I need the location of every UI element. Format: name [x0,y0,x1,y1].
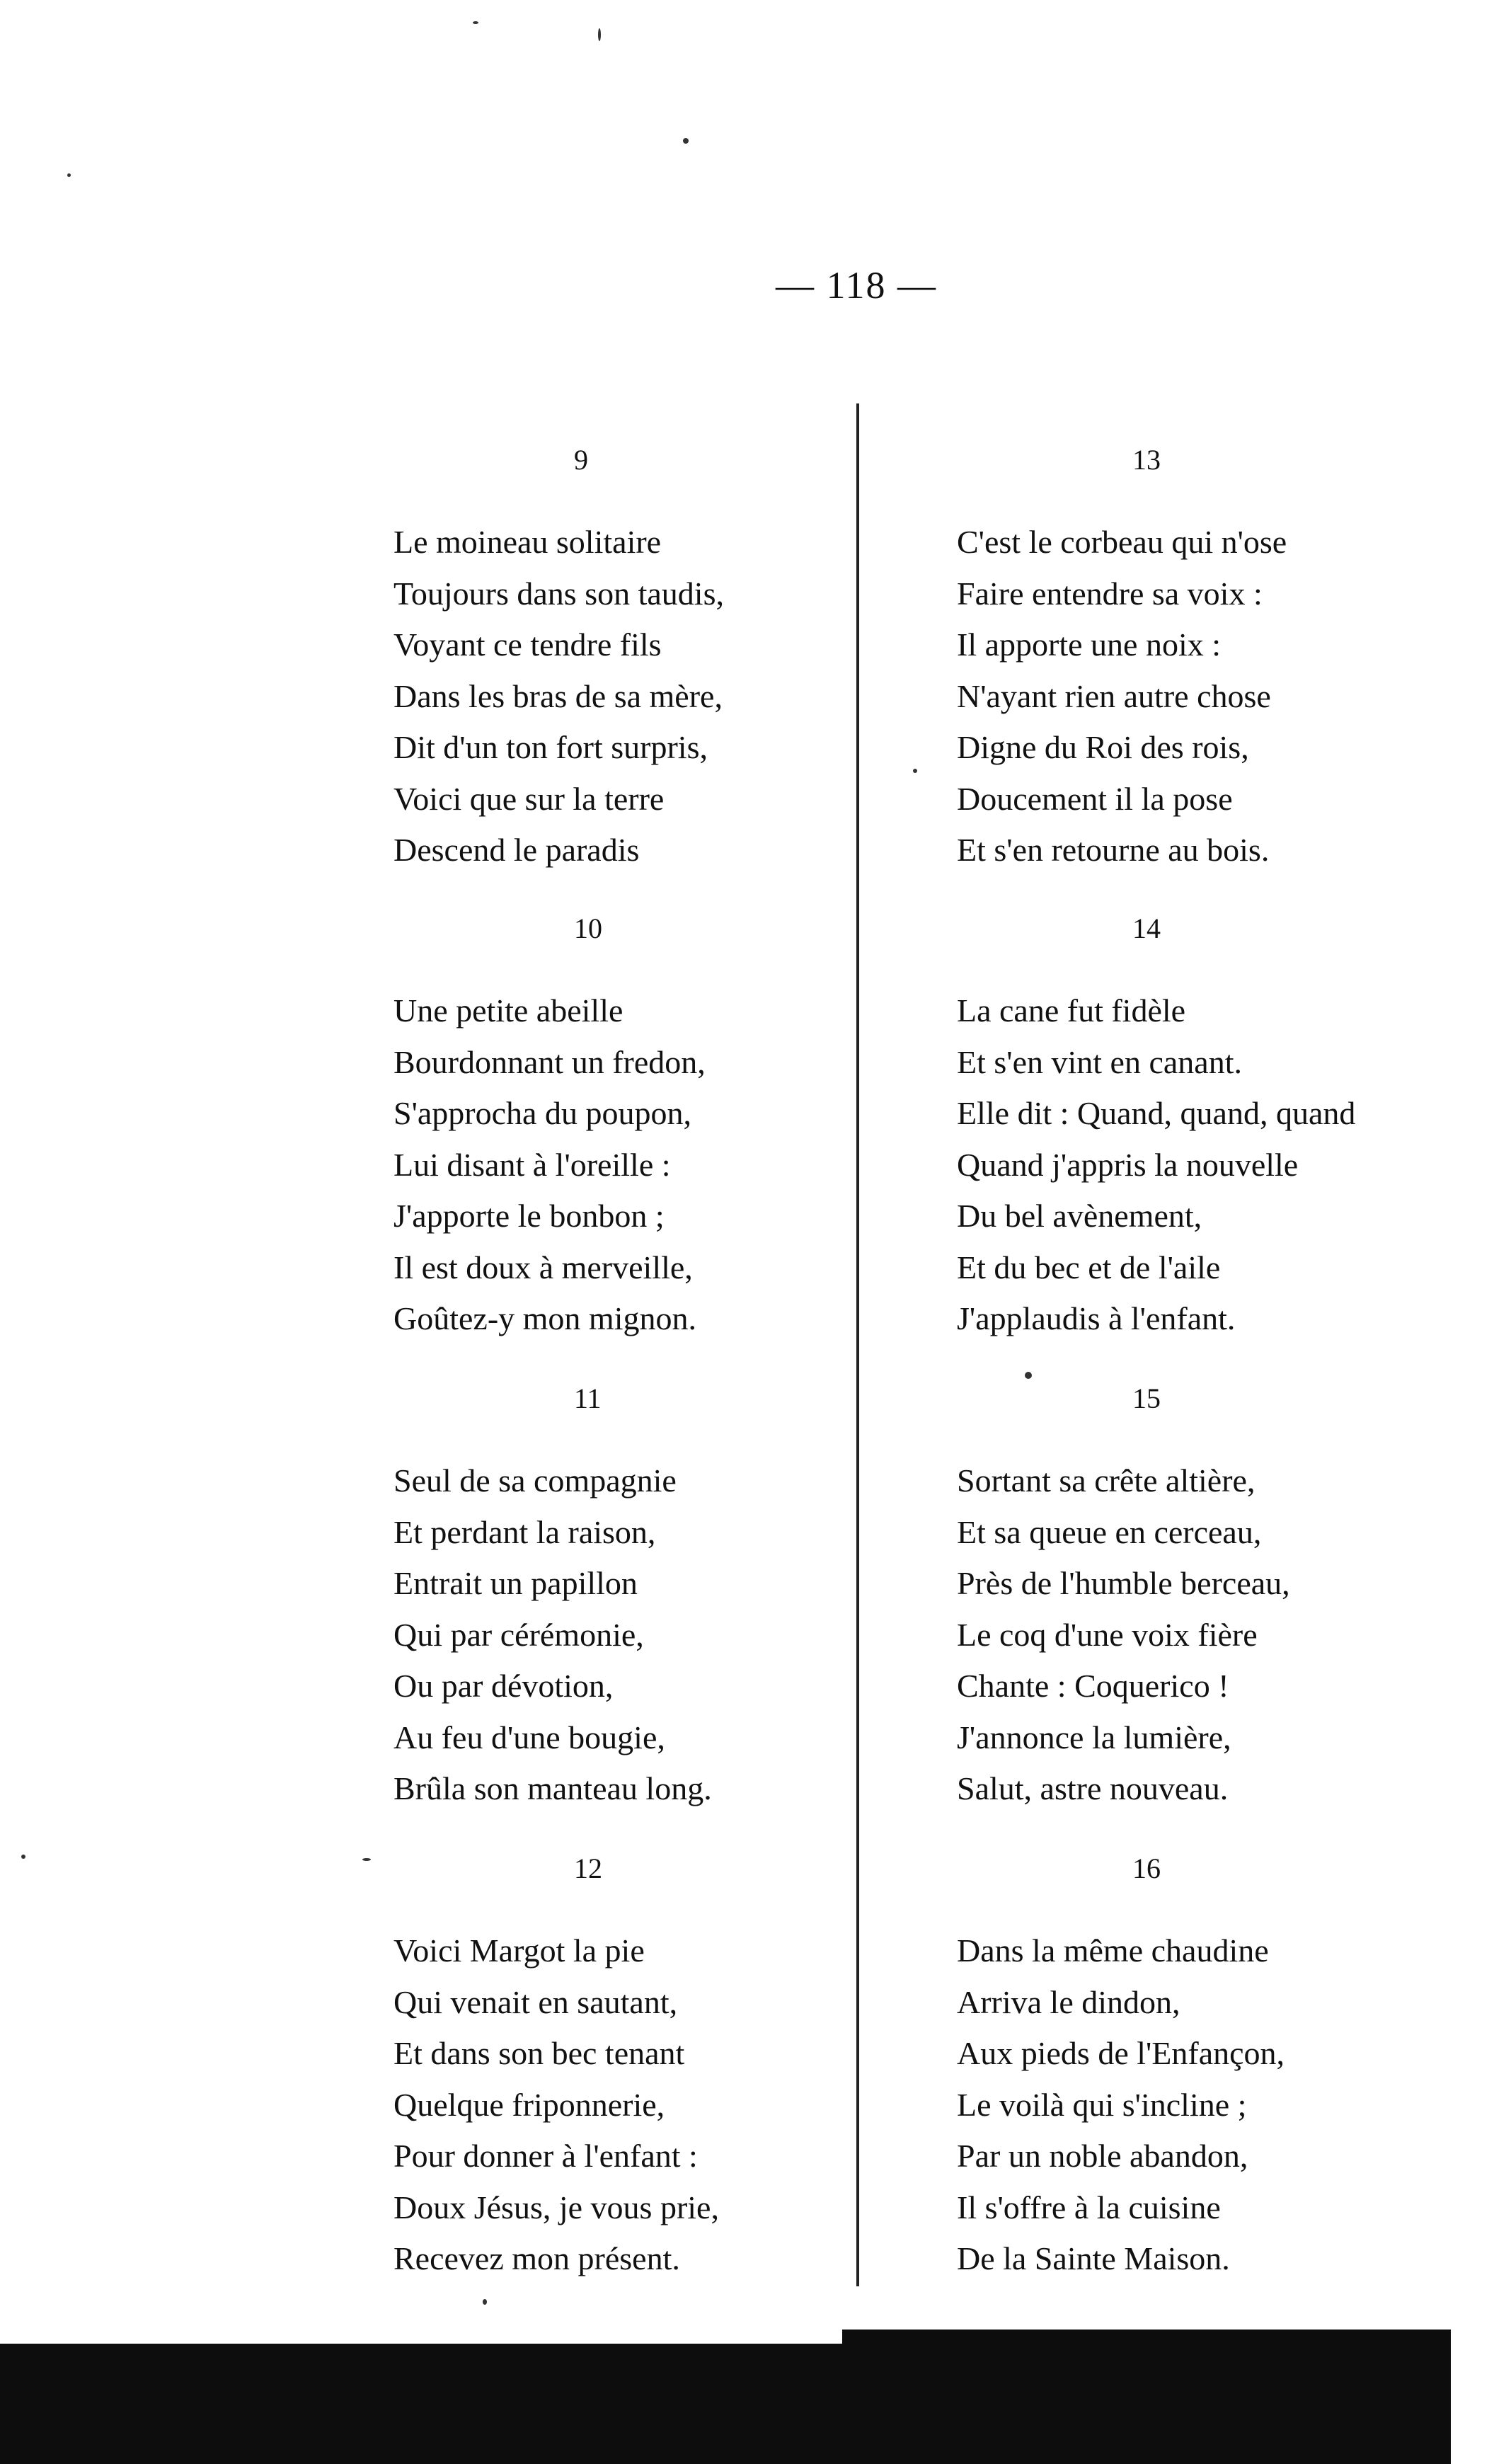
verse-line: Et sa queue en cerceau, [957,1513,1262,1550]
stanza-lines [393,1455,712,1815]
scan-speck [473,21,478,24]
scan-border-edge [842,2330,1451,2344]
stanza-number: 11 [574,1382,602,1414]
verse-line: Digne du Roi des rois, [957,729,1249,765]
verse-line: Qui par cérémonie, [393,1616,644,1653]
verse-line: Et perdant la raison, [393,1513,656,1550]
verse-line: J'annonce la lumière, [957,1719,1231,1755]
verse-line: Qui venait en sautant, [393,1983,678,2020]
verse-line: Et s'en retourne au bois. [957,832,1270,868]
verse-line: Dans les bras de sa mère, [393,677,723,714]
stanza-lines [393,1925,719,2285]
verse-line: Bourdonnant un fredon, [393,1043,706,1080]
column-divider [856,403,859,2286]
stanza-lines [957,985,1355,1345]
verse-line: Voici que sur la terre [393,780,665,817]
verse-line: Ou par dévotion, [393,1668,614,1704]
scan-speck [1025,1372,1032,1379]
verse-line: Arriva le dindon, [957,1983,1180,2020]
scan-speck [21,1855,25,1859]
verse-line: De la Sainte Maison. [957,2240,1230,2276]
verse-line: Seul de sa compagnie [393,1462,677,1499]
verse-line: Voyant ce tendre fils [393,626,662,663]
verse-line: Descend le paradis [393,832,640,868]
page-number: — 118 — [776,264,937,306]
stanza-lines [393,985,706,1345]
verse-line: Quelque friponnerie, [393,2086,665,2123]
verse-line: Du bel avènement, [957,1198,1202,1234]
verse-line: Salut, astre nouveau. [957,1770,1229,1806]
verse-line: Recevez mon présent. [393,2240,680,2276]
stanza-number: 9 [574,444,588,476]
verse-line: Il est doux à merveille, [393,1249,693,1285]
verse-line: Le moineau solitaire [393,524,662,560]
verse-line: La cane fut fidèle [957,992,1186,1028]
verse-line: Faire entendre sa voix : [957,575,1263,612]
stanza-number: 15 [1132,1382,1161,1414]
verse-line: Au feu d'une bougie, [393,1719,665,1755]
verse-line: Et du bec et de l'aile [957,1249,1221,1285]
scan-speck [913,769,917,773]
verse-line: Aux pieds de l'Enfançon, [957,2035,1285,2071]
verse-line: Lui disant à l'oreille : [393,1146,671,1183]
verse-line: Doucement il la pose [957,780,1233,817]
verse-line: S'approcha du poupon, [393,1095,691,1131]
verse-line: Entrait un papillon [393,1565,638,1601]
verse-line: Il apporte une noix : [957,626,1222,663]
scan-speck [362,1858,371,1861]
verse-line: N'ayant rien autre chose [957,677,1271,714]
stanza-number: 13 [1132,444,1161,476]
stanza-number: 10 [574,912,602,944]
verse-line: Près de l'humble berceau, [957,1565,1290,1601]
verse-line: Il s'offre à la cuisine [957,2189,1221,2225]
stanza-number: 16 [1132,1852,1161,1884]
stanza-lines [957,1455,1290,1815]
verse-line: Doux Jésus, je vous prie, [393,2189,719,2225]
verse-line: Dans la même chaudine [957,1932,1269,1969]
verse-line: J'apporte le bonbon ; [393,1198,665,1234]
verse-line: Goûtez-y mon mignon. [393,1300,696,1336]
scan-speck [683,138,689,144]
verse-line: Elle dit : Quand, quand, quand [957,1095,1356,1131]
verse-line: Sortant sa crête altière, [957,1462,1255,1499]
stanza-lines [957,1925,1285,2285]
verse-line: Et dans son bec tenant [393,2035,685,2071]
verse-line: Voici Margot la pie [393,1932,645,1969]
verse-line: Brûla son manteau long. [393,1770,712,1806]
scan-border-bar [0,2344,1451,2464]
stanza-lines [393,517,724,876]
verse-line: Toujours dans son taudis, [393,575,724,612]
verse-line: Chante : Coquerico ! [957,1668,1229,1704]
verse-line: Dit d'un ton fort surpris, [393,729,708,765]
stanza-number: 14 [1132,912,1161,944]
scan-speck [483,2299,487,2305]
scan-speck [598,28,601,41]
stanza-lines [957,517,1287,876]
verse-line: Le coq d'une voix fière [957,1616,1258,1653]
verse-line: Par un noble abandon, [957,2138,1248,2174]
verse-line: Et s'en vint en canant. [957,1043,1242,1080]
stanza-number: 12 [574,1852,602,1884]
scan-speck [67,173,71,177]
verse-line: Pour donner à l'enfant : [393,2138,698,2174]
verse-line: Une petite abeille [393,992,624,1028]
verse-line: Le voilà qui s'incline ; [957,2086,1247,2123]
verse-line: J'applaudis à l'enfant. [957,1300,1236,1336]
verse-line: Quand j'appris la nouvelle [957,1146,1299,1183]
verse-line: C'est le corbeau qui n'ose [957,524,1287,560]
